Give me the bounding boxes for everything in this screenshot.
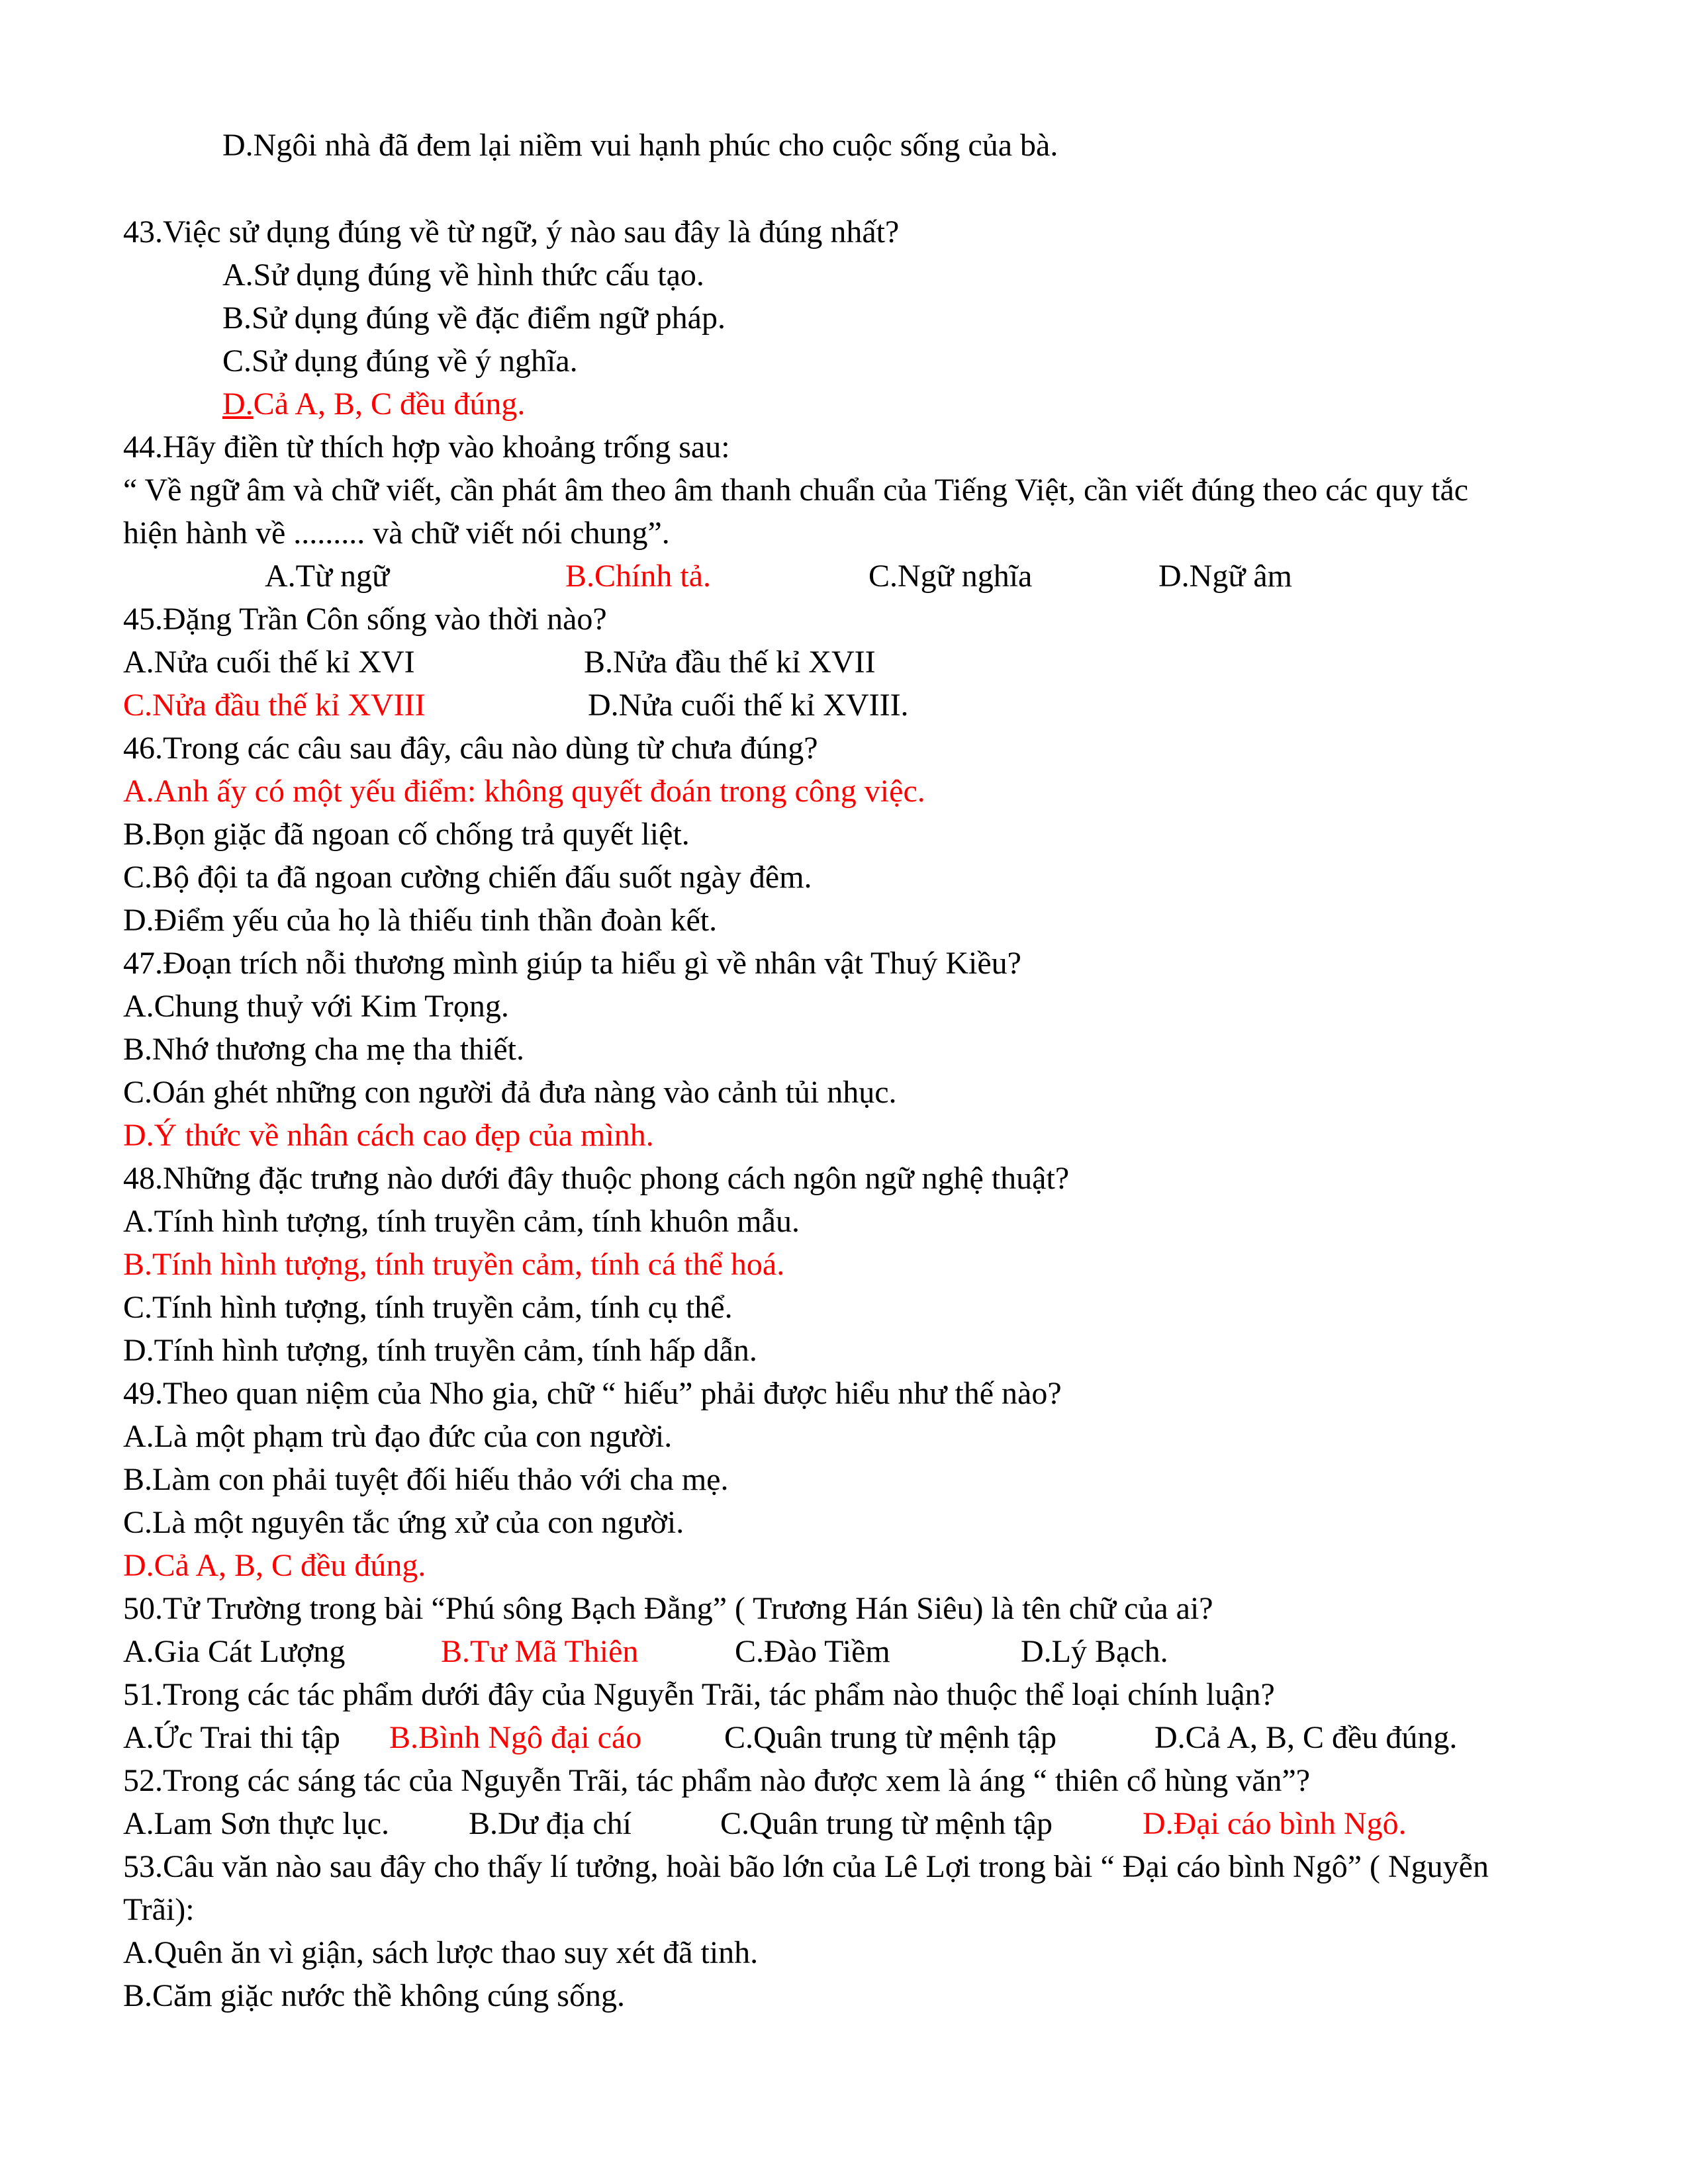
q43-option-d-prefix: D. (222, 387, 254, 422)
q52-option-b: B.Dư địa chí (469, 1806, 632, 1841)
q45-option-b: B.Nửa đầu thế kỉ XVII (584, 645, 876, 680)
q46-option-d: D.Điểm yếu của họ là thiếu tinh thần đoàn kết. (123, 903, 718, 938)
q50-question: 50.Tử Trường trong bài “Phú sông Bạch Đằng” ( Trương Hán Siêu) là tên chữ của ai? (123, 1591, 1213, 1626)
q43-option-b: B.Sử dụng đúng về đặc điểm ngữ pháp. (222, 300, 726, 336)
q45-option-d: D.Nửa cuối thế kỉ XVIII. (588, 688, 909, 723)
q50-option-d: D.Lý Bạch. (1021, 1634, 1168, 1669)
q49-option-b: B.Làm con phải tuyệt đối hiếu thảo với cha mẹ. (123, 1462, 729, 1497)
q44-option-d: D.Ngữ âm (1158, 559, 1292, 594)
q47-option-a: A.Chung thuỷ với Kim Trọng. (123, 989, 509, 1024)
q46-option-c: C.Bộ đội ta đã ngoan cường chiến đấu suốt ngày đêm. (123, 860, 812, 895)
q48-option-a: A.Tính hình tượng, tính truyền cảm, tính khuôn mẫu. (123, 1204, 800, 1239)
q47-question: 47.Đoạn trích nỗi thương mình giúp ta hiểu gì về nhân vật Thuý Kiều? (123, 946, 1021, 981)
q48-option-b-answer: B.Tính hình tượng, tính truyền cảm, tính cá thể hoá. (123, 1247, 785, 1282)
q47-option-d-answer: D.Ý thức về nhân cách cao đẹp của mình. (123, 1118, 654, 1153)
q53-option-b: B.Căm giặc nước thề không cúng sống. (123, 1978, 625, 2013)
q44-option-a: A.Từ ngữ (265, 559, 390, 594)
q43-option-d-text: Cả A, B, C đều đúng. (253, 387, 526, 422)
q48-question: 48.Những đặc trưng nào dưới đây thuộc phong cách ngôn ngữ nghệ thuật? (123, 1161, 1070, 1196)
q53-option-a: A.Quên ăn vì giận, sách lược thao suy xét đã tinh. (123, 1935, 759, 1970)
q48-option-d: D.Tính hình tượng, tính truyền cảm, tính hấp dẫn. (123, 1333, 757, 1368)
q52-option-d-answer: D.Đại cáo bình Ngô. (1143, 1806, 1407, 1841)
q43-question: 43.Việc sử dụng đúng về từ ngữ, ý nào sau đây là đúng nhất? (123, 214, 900, 250)
q48-option-c: C.Tính hình tượng, tính truyền cảm, tính cụ thể. (123, 1290, 733, 1325)
q43-option-d-answer (222, 386, 525, 422)
q43-option-c: C.Sử dụng đúng về ý nghĩa. (222, 343, 578, 379)
q50-option-b-answer: B.Tư Mã Thiên (441, 1634, 639, 1669)
q51-question: 51.Trong các tác phẩm dưới đây của Nguyễn Trãi, tác phẩm nào thuộc thể loại chính luận? (123, 1677, 1275, 1712)
q46-question: 46.Trong các câu sau đây, câu nào dùng từ chưa đúng? (123, 731, 818, 766)
q50-option-a: A.Gia Cát Lượng (123, 1634, 346, 1669)
q42-option-d: D.Ngôi nhà đã đem lại niềm vui hạnh phúc cho cuộc sống của bà. (222, 128, 1058, 163)
q44-quote-line2: hiện hành về ......... và chữ viết nói chung”. (123, 516, 670, 551)
q51-option-c: C.Quân trung từ mệnh tập (724, 1720, 1056, 1755)
q51-option-b-answer: B.Bình Ngô đại cáo (389, 1720, 642, 1755)
q44-option-b-answer: B.Chính tả. (565, 559, 712, 594)
q44-option-c: C.Ngữ nghĩa (868, 559, 1033, 594)
q49-option-a: A.Là một phạm trù đạo đức của con người. (123, 1419, 673, 1454)
q51-option-a: A.Ức Trai thi tập (123, 1720, 340, 1755)
q45-question: 45.Đặng Trần Côn sống vào thời nào? (123, 602, 607, 637)
q46-option-b: B.Bọn giặc đã ngoan cố chống trả quyết liệt. (123, 817, 690, 852)
q52-option-a: A.Lam Sơn thực lục. (123, 1806, 389, 1841)
q53-question-line2: Trãi): (123, 1892, 195, 1927)
q49-question: 49.Theo quan niệm của Nho gia, chữ “ hiếu” phải được hiểu như thế nào? (123, 1376, 1062, 1411)
q46-option-a-answer: A.Anh ấy có một yếu điểm: không quyết đoán trong công việc. (123, 774, 925, 809)
q51-option-d: D.Cả A, B, C đều đúng. (1154, 1720, 1458, 1755)
q49-option-c: C.Là một nguyên tắc ứng xử của con người. (123, 1505, 684, 1540)
q49-option-d-answer: D.Cả A, B, C đều đúng. (123, 1548, 426, 1583)
q45-option-c-answer: C.Nửa đầu thế kỉ XVIII (123, 688, 426, 723)
q52-question: 52.Trong các sáng tác của Nguyễn Trãi, tác phẩm nào được xem là áng “ thiên cổ hùng văn”? (123, 1763, 1311, 1798)
q44-question: 44.Hãy điền từ thích hợp vào khoảng trống sau: (123, 430, 730, 465)
q45-option-a: A.Nửa cuối thế kỉ XVI (123, 645, 415, 680)
q52-option-c: C.Quân trung từ mệnh tập (720, 1806, 1053, 1841)
q50-option-c: C.Đào Tiềm (735, 1634, 890, 1669)
q43-option-a: A.Sử dụng đúng về hình thức cấu tạo. (222, 257, 704, 293)
q47-option-c: C.Oán ghét những con người đả đưa nàng vào cảnh tủi nhục. (123, 1075, 897, 1110)
q53-question-line1: 53.Câu văn nào sau đây cho thấy lí tưởng, hoài bão lớn của Lê Lợi trong bài “ Đại cáo bình Ngô” ( Nguyễn (123, 1849, 1489, 1884)
q47-option-b: B.Nhớ thương cha mẹ tha thiết. (123, 1032, 524, 1067)
q44-quote-line1: “ Về ngữ âm và chữ viết, cần phát âm theo âm thanh chuẩn của Tiếng Việt, cần viết đúng theo các quy tắc (123, 473, 1469, 508)
